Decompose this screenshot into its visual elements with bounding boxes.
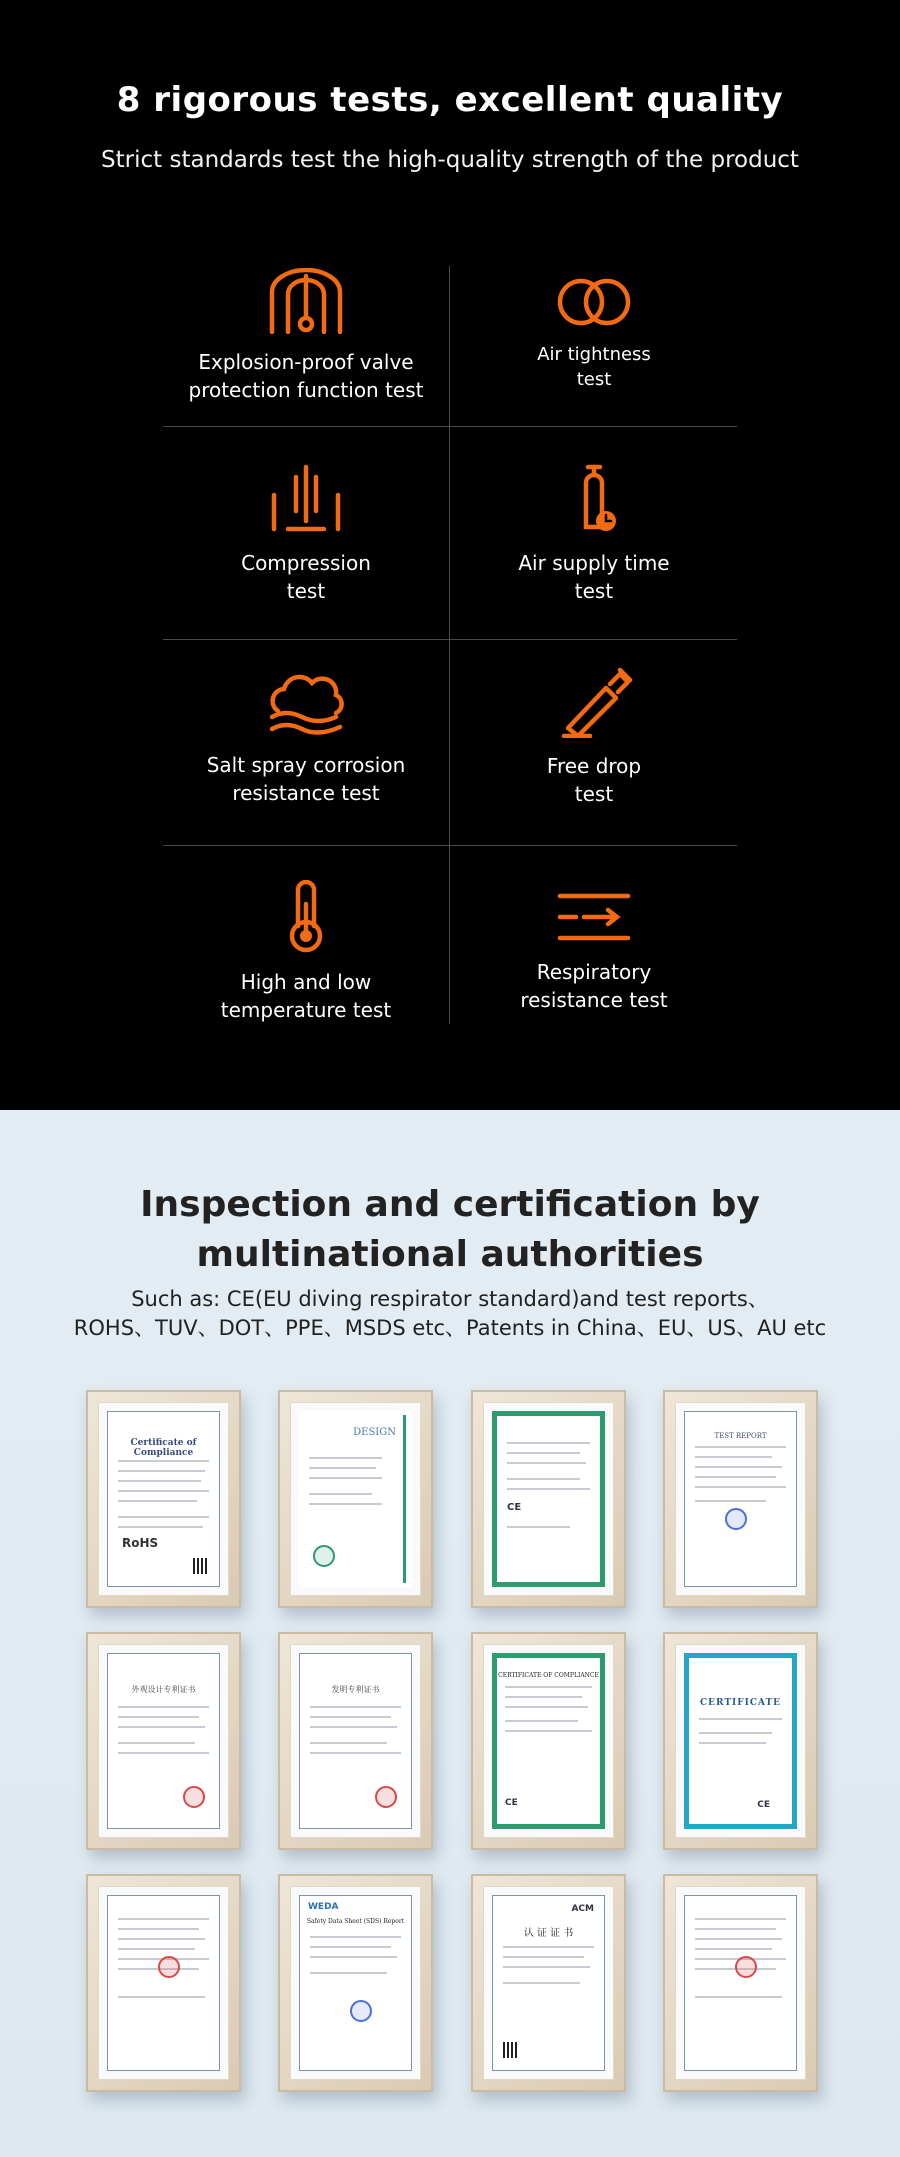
test-item-label: Air tightness test xyxy=(537,344,651,390)
test-item-explosion-proof xyxy=(163,268,449,404)
grid-divider-horizontal xyxy=(163,845,737,846)
ce-mark: CE xyxy=(505,1798,518,1808)
certificate-frame xyxy=(471,1632,626,1850)
test-item-label: Respiratory resistance test xyxy=(520,960,668,1012)
grid-divider-vertical xyxy=(449,266,450,1024)
test-item-air-tightness xyxy=(451,276,737,392)
certificate-heading: 认 证 证 书 xyxy=(523,1928,574,1939)
test-item-air-supply-time xyxy=(451,463,737,605)
test-item-respiratory-resistance xyxy=(451,890,737,1014)
ce-mark: CE xyxy=(757,1800,770,1810)
certificate-heading: TEST REPORT xyxy=(714,1432,767,1440)
certification-title-line: multinational authorities xyxy=(196,1234,704,1275)
certificate-frame xyxy=(278,1874,433,2092)
certificate-frame xyxy=(663,1874,818,2092)
certification-subtitle-line: Such as: CE(EU diving respirator standard)and test reports、 xyxy=(131,1287,769,1311)
test-item-label: Air supply time test xyxy=(518,551,670,603)
tests-subtitle: Strict standards test the high-quality strength of the product xyxy=(101,147,799,173)
certificate-frame xyxy=(471,1390,626,1608)
certification-subtitle xyxy=(0,1285,900,1343)
test-item-label: Explosion-proof valve protection function test xyxy=(188,350,424,402)
certificate-frame xyxy=(471,1874,626,2092)
certificate-frame xyxy=(86,1632,241,1850)
certification-title xyxy=(0,1180,900,1280)
cylinder-timer-icon xyxy=(554,463,634,535)
ce-mark: CE xyxy=(507,1502,522,1513)
weda-logo: WEDA xyxy=(308,1902,339,1912)
test-item-label: High and low temperature test xyxy=(220,970,392,1022)
certificate-frame xyxy=(278,1632,433,1850)
valve-icon xyxy=(266,268,346,334)
certification-title-line: Inspection and certification by xyxy=(140,1184,760,1225)
acm-logo: ACM xyxy=(571,1904,594,1914)
certificate-frame xyxy=(86,1390,241,1608)
grid-divider-horizontal xyxy=(163,426,737,427)
test-item-free-drop xyxy=(451,666,737,808)
certificate-frame xyxy=(663,1390,818,1608)
dropping-cylinder-icon xyxy=(554,666,634,738)
certificate-heading: 发明专利证书 xyxy=(331,1685,380,1694)
certificate-heading: Safety Data Sheet (SDS) Report xyxy=(306,1918,405,1925)
certificate-frame xyxy=(278,1390,433,1608)
test-item-label: Compression test xyxy=(241,551,371,603)
certificate-heading: CERTIFICATE OF COMPLIANCE xyxy=(498,1672,599,1679)
grid-divider-horizontal xyxy=(163,639,737,640)
cloud-spray-icon xyxy=(266,673,346,737)
test-item-compression xyxy=(163,463,449,605)
compression-icon xyxy=(266,463,346,535)
certificate-heading: Certificate of Compliance xyxy=(130,1438,197,1458)
thermometer-icon xyxy=(266,880,346,954)
test-item-label: Free drop test xyxy=(546,754,642,806)
test-item-label: Salt spray corrosion resistance test xyxy=(206,753,406,805)
certificate-heading: 外观设计专利证书 xyxy=(131,1685,196,1694)
rohs-mark: RoHS xyxy=(122,1536,159,1550)
certification-subtitle-line: ROHS、TUV、DOT、PPE、MSDS etc、Patents in China、EU、US、AU etc xyxy=(73,1316,827,1340)
rings-icon xyxy=(554,276,634,328)
certificate-frame xyxy=(663,1632,818,1850)
certificate-heading: CERTIFICATE xyxy=(699,1698,782,1708)
test-item-salt-spray xyxy=(163,673,449,807)
test-item-temperature xyxy=(163,880,449,1024)
tests-title: 8 rigorous tests, excellent quality xyxy=(116,80,784,120)
certificate-frame xyxy=(86,1874,241,2092)
airflow-icon xyxy=(554,890,634,944)
certificate-heading: DESIGN xyxy=(353,1427,396,1438)
certification-section xyxy=(0,1110,900,2157)
